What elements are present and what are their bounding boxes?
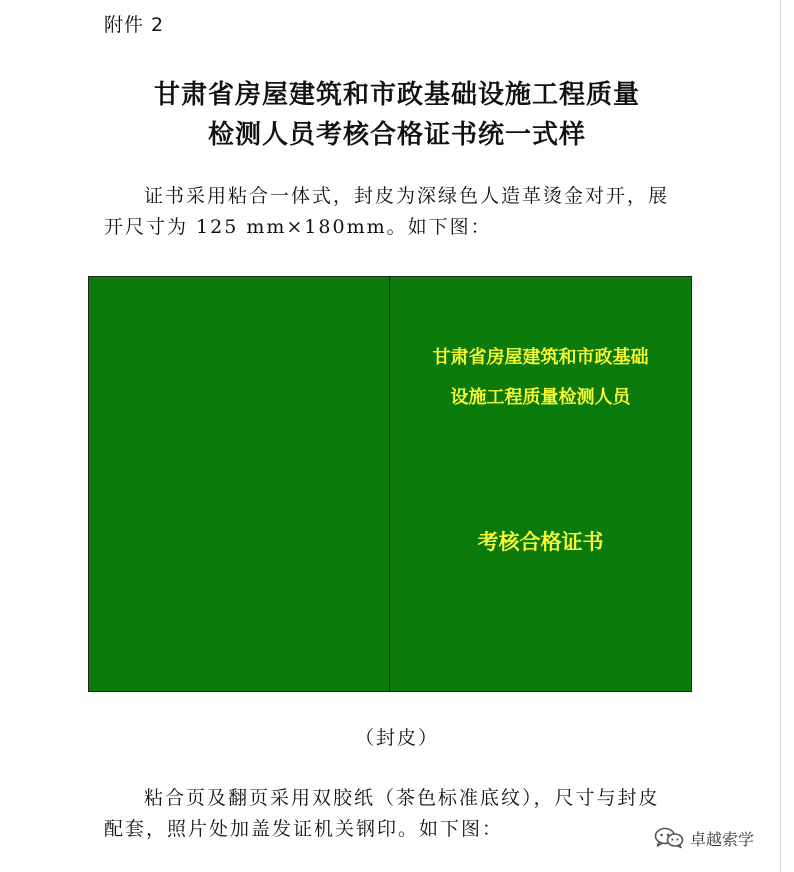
cover-caption: （封皮） [354, 727, 439, 749]
document-title-line-2: 检测人员考核合格证书统一式样 [207, 120, 586, 150]
pages-paragraph-line-1: 粘合页及翻页采用双胶纸（茶色标准底纹），尺寸与封皮 [144, 787, 660, 809]
document-title-line-1: 甘肃省房屋建筑和市政基础设施工程质量 [153, 80, 640, 110]
cover-back-panel [89, 277, 389, 691]
intro-paragraph-line-1: 证书采用粘合一体式，封皮为深绿色人造革烫金对开，展 [144, 185, 670, 207]
intro-paragraph-line-2: 开尺寸为 125 mm×180mm。如下图： [104, 216, 492, 238]
cover-certificate-name: 考核合格证书 [477, 529, 604, 554]
watermark-text: 卓越索学 [690, 829, 755, 849]
pages-paragraph-line-2: 配套，照片处加盖发证机关钢印。如下图： [104, 818, 504, 840]
watermark [654, 826, 754, 850]
cover-front-panel [390, 277, 691, 691]
cover-title-line-1: 甘肃省房屋建筑和市政基础 [432, 347, 649, 368]
wechat-icon [654, 827, 684, 849]
pages-paragraph [104, 783, 694, 845]
cover-title-line-2: 设施工程质量检测人员 [450, 387, 631, 408]
intro-paragraph [104, 181, 694, 243]
attachment-label: 附件 2 [104, 14, 165, 36]
certificate-cover-illustration [88, 276, 692, 692]
